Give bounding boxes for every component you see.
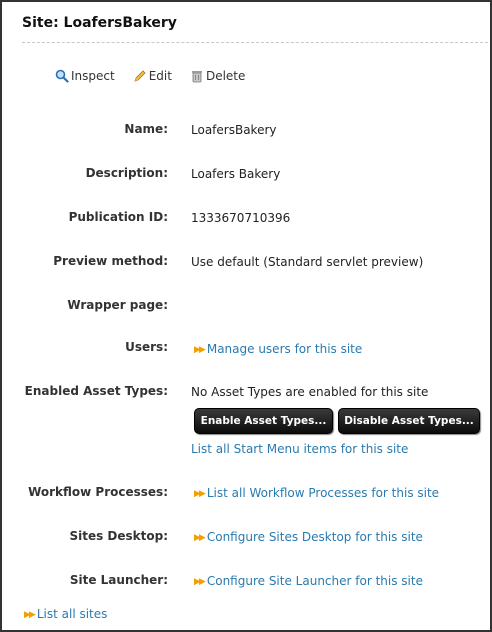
asset-types-status: No Asset Types are enabled for this site: [191, 385, 429, 399]
configure-sites-desktop-link[interactable]: ▶▶ Configure Sites Desktop for this site: [194, 530, 423, 544]
magnifier-icon: [55, 69, 69, 83]
delete-label: Delete: [205, 69, 246, 83]
enable-asset-types-button[interactable]: Enable Asset Types...: [194, 408, 333, 434]
name-label: Name:: [124, 122, 168, 136]
start-menu-items-link[interactable]: List all Start Menu items for this site: [191, 442, 409, 456]
workflow-processes-link[interactable]: ▶▶ List all Workflow Processes for this site: [194, 486, 440, 500]
double-arrow-icon: ▶▶: [194, 533, 204, 543]
inspect-button[interactable]: [55, 69, 115, 83]
delete-button[interactable]: [190, 69, 245, 83]
double-arrow-icon: ▶▶: [194, 489, 204, 499]
edit-label: Edit: [148, 69, 172, 83]
title-divider: [22, 42, 488, 43]
manage-users-link[interactable]: ▶▶ Manage users for this site: [194, 342, 363, 356]
preview-method-value: Use default (Standard servlet preview): [191, 255, 424, 269]
sites-desktop-label: Sites Desktop:: [69, 529, 168, 543]
double-arrow-icon: ▶▶: [24, 610, 34, 620]
site-launcher-label: Site Launcher:: [69, 573, 168, 587]
list-all-sites-link[interactable]: ▶▶ List all sites: [24, 607, 108, 621]
wrapper-page-label: Wrapper page:: [67, 298, 168, 312]
double-arrow-icon: ▶▶: [194, 345, 204, 355]
enabled-asset-types-label: Enabled Asset Types:: [24, 384, 168, 398]
configure-site-launcher-link[interactable]: ▶▶ Configure Site Launcher for this site: [194, 574, 423, 588]
action-toolbar: [55, 69, 245, 83]
inspect-label: Inspect: [71, 69, 115, 83]
disable-asset-types-button[interactable]: Disable Asset Types...: [338, 408, 480, 434]
description-label: Description:: [85, 166, 168, 180]
name-value: LoafersBakery: [191, 123, 277, 137]
preview-method-label: Preview method:: [53, 254, 168, 268]
page-title: Site: LoafersBakery: [22, 15, 177, 31]
publication-id-value: 1333670710396: [191, 211, 291, 225]
double-arrow-icon: ▶▶: [194, 577, 204, 587]
edit-button[interactable]: [133, 69, 172, 83]
users-label: Users:: [125, 340, 168, 354]
pencil-icon: [133, 69, 147, 83]
trash-icon: [190, 69, 204, 83]
publication-id-label: Publication ID:: [68, 210, 168, 224]
description-value: Loafers Bakery: [191, 167, 281, 181]
workflow-processes-label: Workflow Processes:: [28, 485, 168, 499]
